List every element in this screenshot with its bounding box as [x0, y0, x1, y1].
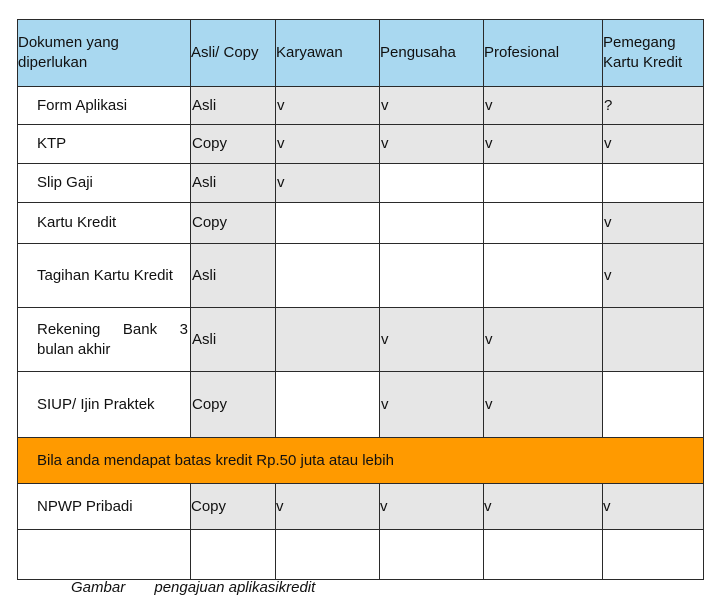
check-karyawan: v — [276, 87, 380, 125]
doc-name: SIUP/ Ijin Praktek — [18, 372, 191, 438]
check-pemegang — [603, 372, 704, 438]
check-pemegang: v — [603, 484, 704, 530]
check-pengusaha: v — [380, 484, 484, 530]
table-row — [18, 125, 704, 164]
check-pengusaha: v — [380, 308, 484, 372]
doc-type: Asli — [191, 244, 276, 308]
check-karyawan — [276, 244, 380, 308]
figure-caption: Gambar pengajuan aplikasikredit — [71, 579, 316, 596]
check-profesional: v — [484, 87, 603, 125]
check-pengusaha: v — [380, 87, 484, 125]
check-karyawan: v — [276, 125, 380, 164]
check-pemegang: v — [603, 125, 704, 164]
check-pemegang — [603, 308, 704, 372]
table-row — [18, 87, 704, 125]
header-document: Dokumen yang diperlukan — [18, 20, 191, 87]
check-karyawan — [276, 372, 380, 438]
header-asli-copy: Asli/ Copy — [191, 20, 276, 87]
check-pemegang: ? — [603, 87, 704, 125]
table-row — [18, 164, 704, 203]
check-pemegang: v — [603, 244, 704, 308]
check-pengusaha: v — [380, 125, 484, 164]
doc-type: Copy — [191, 125, 276, 164]
doc-name: NPWP Pribadi — [18, 484, 191, 530]
check-profesional: v — [484, 308, 603, 372]
check-pengusaha — [380, 203, 484, 244]
table-row — [18, 203, 704, 244]
doc-name: KTP — [18, 125, 191, 164]
table-row — [18, 484, 704, 530]
check-pengusaha: v — [380, 372, 484, 438]
header-profesional: Profesional — [484, 20, 603, 87]
doc-type: Asli — [191, 308, 276, 372]
doc-type: Copy — [191, 484, 276, 530]
doc-name: Slip Gaji — [18, 164, 191, 203]
check-pengusaha — [380, 244, 484, 308]
table-row — [18, 244, 704, 308]
doc-type: Asli — [191, 164, 276, 203]
credit-limit-notice: Bila anda mendapat batas kredit Rp.50 juta atau lebih — [18, 438, 704, 484]
header-row — [18, 20, 704, 87]
table-row — [18, 308, 704, 372]
doc-name: Tagihan Kartu Kredit — [18, 244, 191, 308]
doc-type: Copy — [191, 203, 276, 244]
check-pemegang: v — [603, 203, 704, 244]
notice-row — [18, 438, 704, 484]
doc-type: Asli — [191, 87, 276, 125]
check-pengusaha — [380, 164, 484, 203]
doc-name: Kartu Kredit — [18, 203, 191, 244]
table-row — [18, 372, 704, 438]
doc-name: Form Aplikasi — [18, 87, 191, 125]
check-karyawan: v — [276, 164, 380, 203]
header-pemegang-kartu-kredit: Pemegang Kartu Kredit — [603, 20, 704, 87]
check-karyawan: v — [276, 484, 380, 530]
doc-type: Copy — [191, 372, 276, 438]
doc-name: Rekening Bank 3 bulan akhir — [18, 308, 191, 372]
check-profesional: v — [484, 125, 603, 164]
required-documents-table — [17, 19, 704, 580]
header-karyawan: Karyawan — [276, 20, 380, 87]
check-pemegang — [603, 164, 704, 203]
check-profesional — [484, 244, 603, 308]
check-karyawan — [276, 308, 380, 372]
check-profesional: v — [484, 372, 603, 438]
check-profesional — [484, 164, 603, 203]
header-pengusaha: Pengusaha — [380, 20, 484, 87]
check-profesional — [484, 203, 603, 244]
check-profesional: v — [484, 484, 603, 530]
check-karyawan — [276, 203, 380, 244]
empty-row — [18, 530, 704, 580]
